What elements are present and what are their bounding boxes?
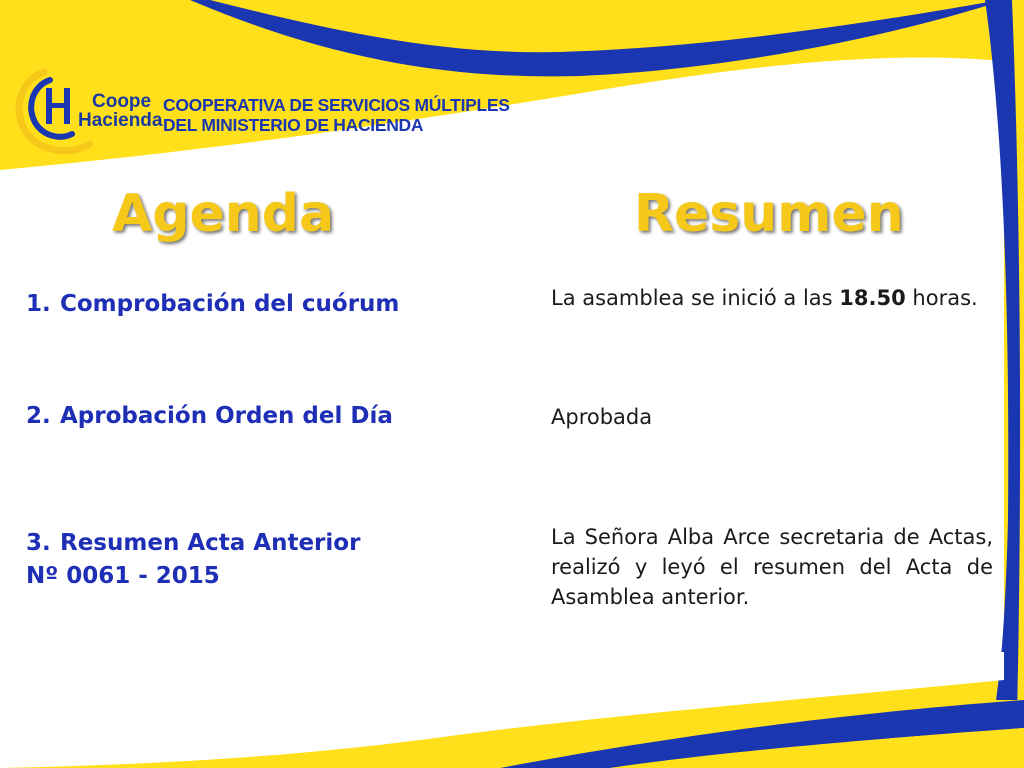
agenda-item-2 <box>26 400 393 433</box>
logo-word-hacienda: Hacienda <box>78 110 163 131</box>
agenda-item-number: 1. <box>26 291 51 317</box>
summary-item-3: La Señora Alba Arce secretaria de Actas, realizó y leyó el resumen del Acta de Asamblea anterior. <box>551 525 993 609</box>
agenda-item-title: Comprobación del cuórum <box>60 291 400 317</box>
summary-text: La asamblea se inició a las <box>551 286 840 310</box>
organization-name-line1: COOPERATIVA DE SERVICIOS MÚLTIPLES <box>163 95 510 115</box>
agenda-heading: Agenda <box>112 184 335 244</box>
organization-name-line2: DEL MINISTERIO DE HACIENDA <box>163 115 424 135</box>
agenda-item-number: 3. <box>26 530 51 556</box>
summary-start-time: 18.50 <box>839 286 906 310</box>
summary-text-end: horas. <box>905 286 978 310</box>
agenda-item-1 <box>26 288 399 321</box>
agenda-item-title: Resumen Acta Anterior <box>60 530 361 556</box>
agenda-item-title: Aprobación Orden del Día <box>60 403 393 429</box>
logo-word-coope: Coope <box>92 91 152 112</box>
summary-heading: Resumen <box>634 184 904 244</box>
agenda-item-3 <box>26 527 360 593</box>
logo-wordmark <box>62 92 162 130</box>
agenda-item-act-number: Nº 0061 - 2015 <box>26 563 220 589</box>
organization-name <box>163 95 510 135</box>
coopehacienda-logo <box>10 62 180 162</box>
summary-item-1 <box>551 283 993 313</box>
summary-item-2: Aprobada <box>551 405 653 429</box>
agenda-item-number: 2. <box>26 403 51 429</box>
